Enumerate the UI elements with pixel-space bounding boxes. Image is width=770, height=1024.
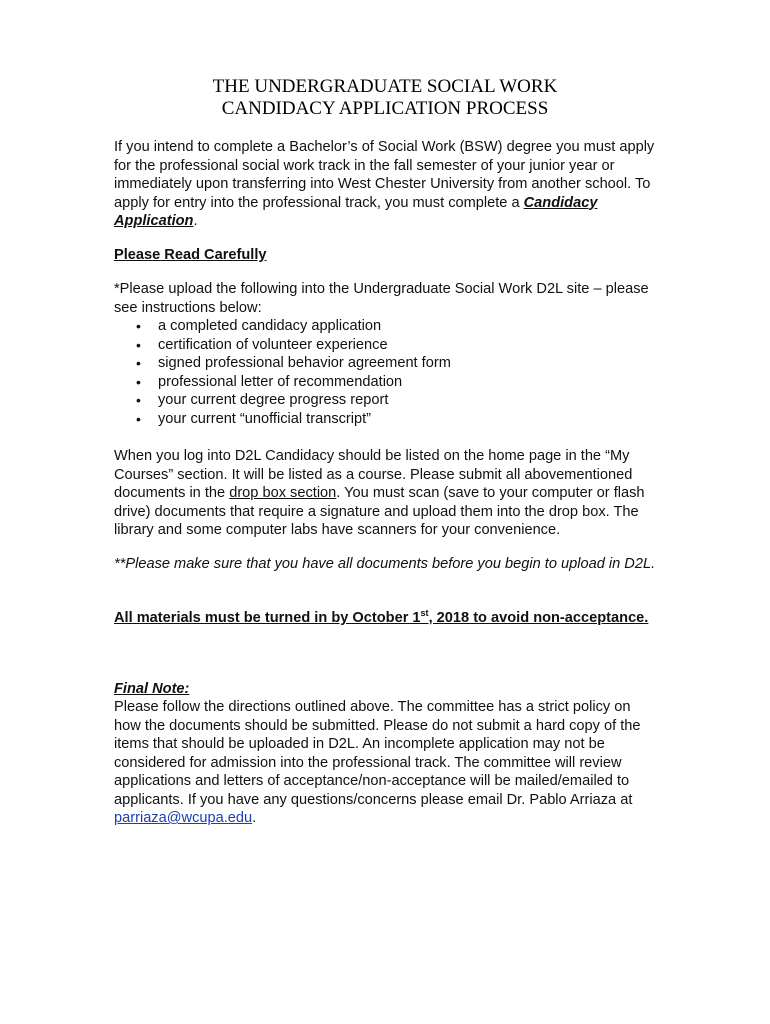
intro-text: If you intend to complete a Bachelor’s of Social Work (BSW) degree you must apply for the professional social work track in the fall semester of your junior year or immediately upon transferring into West Chester University from another school. To apply for entry into the professional track, you must complete a — [114, 139, 655, 211]
title-line-2: CANDIDACY APPLICATION PROCESS — [221, 98, 549, 119]
bullet-icon: • — [136, 318, 141, 334]
list-item-text: a completed candidacy application — [158, 318, 382, 334]
bullet-icon: • — [136, 373, 141, 390]
intro-paragraph — [114, 138, 659, 231]
intro-end: . — [193, 213, 198, 229]
list-item-text: your current degree progress report — [158, 392, 389, 408]
list-item — [114, 317, 659, 336]
list-item — [114, 373, 659, 392]
d2l-instructions-paragraph — [114, 447, 659, 540]
deadline-text-after: , 2018 to avoid non-acceptance. — [428, 610, 649, 626]
final-note-paragraph — [114, 698, 659, 828]
list-item-text: your current “unofficial transcript” — [158, 410, 372, 427]
title-line-1: THE UNDERGRADUATE SOCIAL WORK — [212, 76, 558, 97]
list-item — [114, 410, 659, 429]
d2l-text-before: When you log into D2L Candidacy should be listed on the home page in the “My Courses” section. It will be listed as a course. Please submit all abovementioned documents in the — [114, 448, 633, 501]
list-item-text: professional letter of recommendation — [158, 373, 403, 390]
final-note-text: Please follow the directions outlined above. The committee has a strict policy on how the documents should be submitted. Please do not submit a hard copy of the items that should be uploaded in D2L. An incomplete application may not be considered for admission into the professional track. The committee will review applications and letters of acceptance/non-acceptance will be mailed/emailed to applicants. If you have any questions/concerns please email Dr. Pablo Arriaza at — [114, 699, 641, 808]
list-item — [114, 354, 659, 373]
candidacy-application-emphasis: Candidacy Application — [114, 194, 598, 229]
requirements-list — [114, 317, 659, 428]
read-carefully-heading: Please Read Carefully — [114, 247, 267, 263]
bullet-icon: • — [136, 355, 141, 371]
list-item — [114, 391, 659, 410]
drop-box-section-text: drop box section — [229, 485, 337, 501]
deadline-text-before: All materials must be turned in by October 1 — [114, 610, 421, 626]
bullet-icon: • — [136, 410, 141, 427]
final-note-end: . — [252, 810, 257, 826]
contact-email-link[interactable]: parriaza@wcupa.edu — [114, 810, 253, 826]
list-item — [114, 336, 659, 355]
final-note-heading: Final Note: — [114, 681, 190, 697]
list-item-text: certification of volunteer experience — [158, 336, 388, 353]
deadline-ordinal: st — [420, 608, 429, 618]
documents-note: **Please make sure that you have all documents before you begin to upload in D2L. — [114, 556, 656, 572]
bullet-icon: • — [136, 336, 141, 353]
upload-instructions: *Please upload the following into the Undergraduate Social Work D2L site – please see instructions below: — [114, 281, 649, 316]
bullet-icon: • — [136, 392, 141, 408]
deadline-notice — [114, 609, 659, 628]
list-item-text: signed professional behavior agreement form — [158, 355, 451, 371]
d2l-text-after: . You must scan (save to your computer or flash drive) documents that require a signature and upload them into the drop box. The library and some computer labs have scanners for your convenience. — [114, 485, 645, 538]
page-title — [0, 76, 770, 120]
